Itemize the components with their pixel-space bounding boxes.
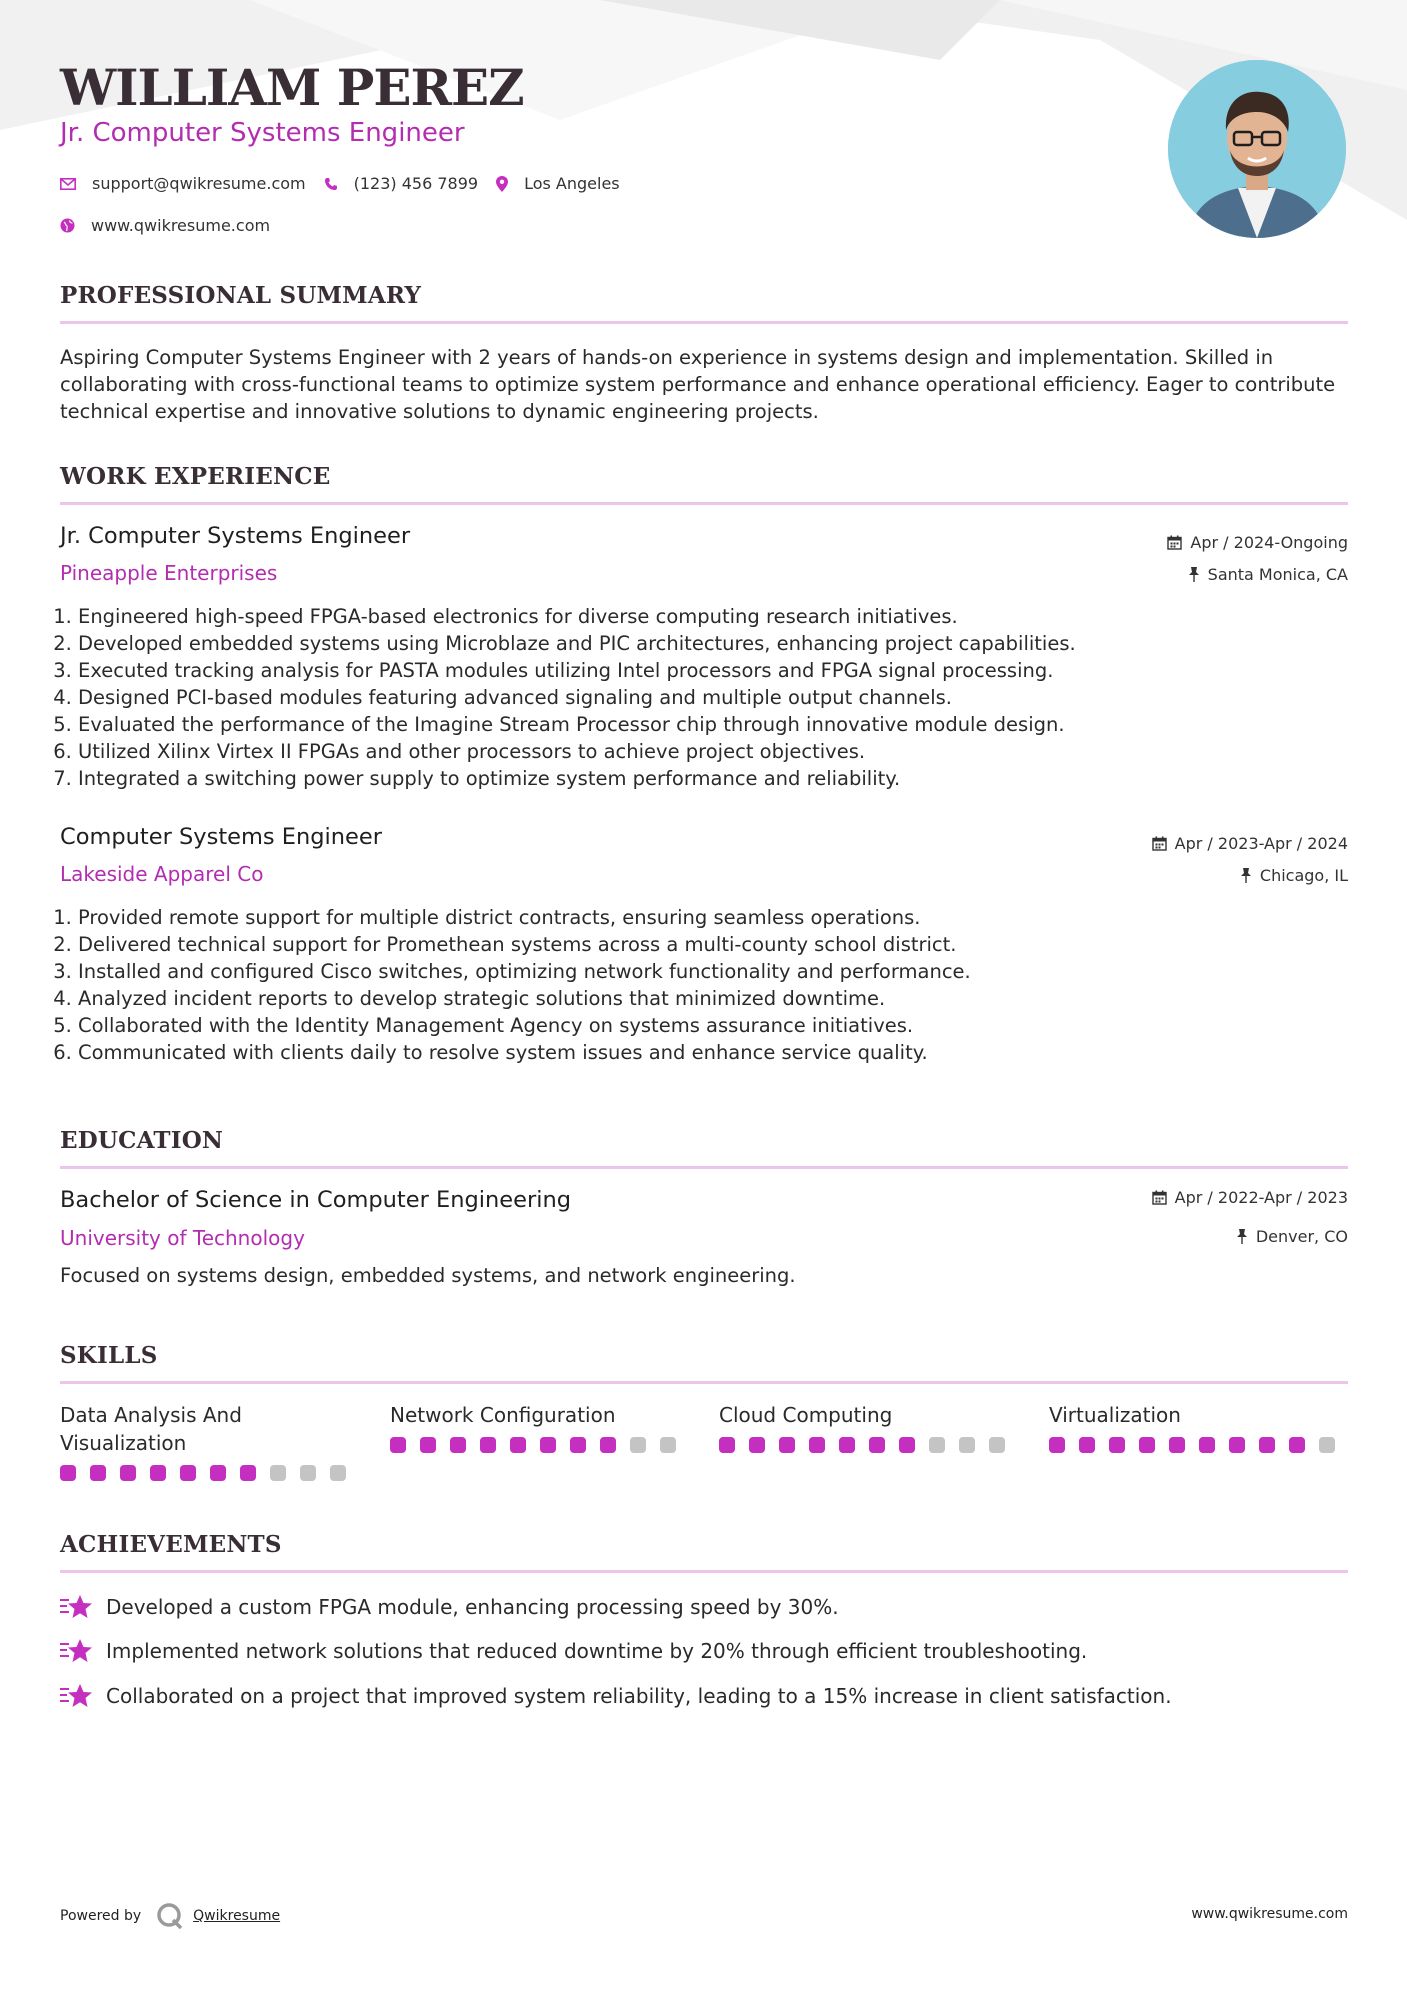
star-badge-icon [60, 1594, 92, 1620]
skill-dot-filled [1079, 1437, 1095, 1453]
job-role: Jr. Computer Systems Engineer [60, 523, 411, 549]
phone-icon [324, 177, 338, 191]
map-pin-icon [496, 176, 508, 192]
achievement-text: Implemented network solutions that reduced downtime by 20% through efficient troubleshooting. [106, 1639, 1088, 1663]
skill-dot-empty [989, 1437, 1005, 1453]
envelope-icon [60, 178, 76, 190]
education-dates [1152, 1188, 1348, 1207]
skill-dot-filled [210, 1465, 226, 1481]
location-item [496, 174, 620, 193]
achievement-item [60, 1638, 1087, 1664]
education-heading: EDUCATION [60, 1127, 224, 1154]
skill-rating [60, 1465, 360, 1481]
education-description: Focused on systems design, embedded systems, and network engineering. [60, 1264, 796, 1287]
list-item: 2. Delivered technical support for Promethean systems across a multi-county school district. [78, 931, 1348, 958]
calendar-icon [1152, 836, 1167, 851]
globe-icon [60, 218, 75, 233]
list-item: 7. Integrated a switching power supply to optimize system performance and reliability. [78, 765, 1348, 792]
education-location-text: Denver, CO [1255, 1227, 1348, 1246]
list-item: 3. Executed tracking analysis for PASTA modules utilizing Intel processors and FPGA signal processing. [78, 657, 1348, 684]
job-dates-text: Apr / 2024-Ongoing [1190, 533, 1348, 552]
list-item: 4. Analyzed incident reports to develop strategic solutions that minimized downtime. [78, 985, 1348, 1012]
skill-name: Virtualization [1049, 1403, 1181, 1427]
skill-dot-filled [390, 1437, 406, 1453]
skill-dot-filled [60, 1465, 76, 1481]
job-location-text: Santa Monica, CA [1207, 565, 1348, 584]
skill-dot-filled [749, 1437, 765, 1453]
calendar-icon [1152, 1190, 1167, 1205]
summary-divider [60, 321, 1348, 324]
skill-dot-empty [959, 1437, 975, 1453]
skill-item [1049, 1401, 1349, 1453]
skill-dot-filled [150, 1465, 166, 1481]
skill-rating [1049, 1437, 1349, 1453]
skill-dot-filled [570, 1437, 586, 1453]
skill-dot-filled [450, 1437, 466, 1453]
achievement-item [60, 1594, 839, 1620]
email-item[interactable] [60, 174, 306, 193]
education-location [1236, 1227, 1348, 1246]
qwikresume-logo-icon [155, 1901, 185, 1931]
skill-dot-filled [1229, 1437, 1245, 1453]
skill-dot-filled [240, 1465, 256, 1481]
phone-text: (123) 456 7899 [353, 174, 479, 193]
skill-name: Cloud Computing [719, 1403, 893, 1427]
skill-dot-filled [1109, 1437, 1125, 1453]
job-company: Pineapple Enterprises [60, 561, 278, 585]
skill-dot-filled [180, 1465, 196, 1481]
skill-rating [719, 1437, 1019, 1453]
list-item: 1. Engineered high-speed FPGA-based electronics for diverse computing research initiatives. [78, 603, 1348, 630]
list-item: 6. Utilized Xilinx Virtex II FPGAs and other processors to achieve project objectives. [78, 738, 1348, 765]
experience-heading: WORK EXPERIENCE [60, 463, 331, 490]
achievement-text: Developed a custom FPGA module, enhancing processing speed by 30%. [106, 1595, 839, 1619]
skill-dot-empty [660, 1437, 676, 1453]
skill-dot-filled [600, 1437, 616, 1453]
website-row [60, 216, 288, 235]
job-role: Computer Systems Engineer [60, 824, 382, 850]
candidate-name: WILLIAM PEREZ [60, 58, 524, 117]
skill-dot-filled [1169, 1437, 1185, 1453]
skill-dot-empty [300, 1465, 316, 1481]
list-item: 3. Installed and configured Cisco switches, optimizing network functionality and performance. [78, 958, 1348, 985]
website-item[interactable] [60, 216, 270, 235]
job-bullets [60, 603, 1348, 792]
pushpin-icon [1236, 1229, 1248, 1244]
job-location [1188, 565, 1348, 584]
pushpin-icon [1240, 868, 1252, 883]
skill-dot-filled [480, 1437, 496, 1453]
skill-dot-empty [1319, 1437, 1335, 1453]
location-text: Los Angeles [524, 174, 620, 193]
experience-divider [60, 502, 1348, 505]
skill-dot-empty [330, 1465, 346, 1481]
skill-dot-empty [270, 1465, 286, 1481]
profile-photo [1168, 60, 1346, 238]
skill-dot-filled [899, 1437, 915, 1453]
skill-dot-filled [120, 1465, 136, 1481]
skill-dot-filled [1259, 1437, 1275, 1453]
achievements-divider [60, 1570, 1348, 1573]
skill-dot-filled [1289, 1437, 1305, 1453]
skill-dot-filled [540, 1437, 556, 1453]
skill-dot-filled [510, 1437, 526, 1453]
star-badge-icon [60, 1683, 92, 1709]
job-location [1240, 866, 1348, 885]
calendar-icon [1167, 535, 1182, 550]
job-dates [1152, 834, 1348, 853]
job-location-text: Chicago, IL [1259, 866, 1348, 885]
footer-website[interactable]: www.qwikresume.com [1191, 1906, 1348, 1922]
job-bullets [60, 904, 1348, 1066]
skill-dot-filled [1139, 1437, 1155, 1453]
skill-dot-filled [420, 1437, 436, 1453]
achievement-text: Collaborated on a project that improved system reliability, leading to a 15% increase in client satisfaction. [106, 1684, 1172, 1708]
skill-dot-filled [90, 1465, 106, 1481]
list-item: 2. Developed embedded systems using Microblaze and PIC architectures, enhancing project capabilities. [78, 630, 1348, 657]
list-item: 5. Evaluated the performance of the Imagine Stream Processor chip through innovative module design. [78, 711, 1348, 738]
skill-rating [390, 1437, 690, 1453]
achievements-heading: ACHIEVEMENTS [60, 1531, 282, 1558]
education-school: University of Technology [60, 1226, 305, 1250]
skill-dot-filled [779, 1437, 795, 1453]
skill-item [719, 1401, 1019, 1453]
skill-item [390, 1401, 690, 1453]
skill-dot-filled [869, 1437, 885, 1453]
skill-dot-filled [809, 1437, 825, 1453]
list-item: 6. Communicated with clients daily to resolve system issues and enhance service quality. [78, 1039, 1348, 1066]
skill-name: Data Analysis And Visualization [60, 1403, 242, 1455]
summary-heading: PROFESSIONAL SUMMARY [60, 282, 422, 309]
education-degree: Bachelor of Science in Computer Engineering [60, 1187, 571, 1213]
list-item: 1. Provided remote support for multiple district contracts, ensuring seamless operations. [78, 904, 1348, 931]
job-dates [1167, 533, 1348, 552]
skill-dot-empty [630, 1437, 646, 1453]
powered-by-label: Powered by [60, 1908, 142, 1924]
job-dates-text: Apr / 2023-Apr / 2024 [1174, 834, 1348, 853]
summary-text: Aspiring Computer Systems Engineer with 2 years of hands-on experience in systems design and implementation. Skilled in collaborating with cross-functional teams to optimize system performance and enhance operational efficiency. Eager to contribute technical expertise and innovative solutions to dynamic engineering projects. [60, 346, 1336, 423]
job-company: Lakeside Apparel Co [60, 862, 264, 886]
list-item: 5. Collaborated with the Identity Management Agency on systems assurance initiatives. [78, 1012, 1348, 1039]
star-badge-icon [60, 1638, 92, 1664]
skills-heading: SKILLS [60, 1342, 158, 1369]
candidate-title: Jr. Computer Systems Engineer [60, 118, 465, 148]
website-text: www.qwikresume.com [91, 216, 271, 235]
contact-row [60, 174, 638, 193]
achievement-item [60, 1683, 1172, 1709]
footer-powered-by [60, 1901, 280, 1931]
pushpin-icon [1188, 567, 1200, 582]
skills-divider [60, 1381, 1348, 1384]
skill-dot-filled [1199, 1437, 1215, 1453]
skill-dot-filled [839, 1437, 855, 1453]
list-item: 4. Designed PCI-based modules featuring advanced signaling and multiple output channels. [78, 684, 1348, 711]
skill-name: Network Configuration [390, 1403, 616, 1427]
phone-item[interactable] [324, 174, 478, 193]
education-divider [60, 1166, 1348, 1169]
skill-item [60, 1401, 360, 1481]
email-text: support@qwikresume.com [92, 174, 306, 193]
skill-dot-filled [1049, 1437, 1065, 1453]
qwikresume-link[interactable]: Qwikresume [193, 1908, 281, 1924]
skill-dot-filled [719, 1437, 735, 1453]
education-dates-text: Apr / 2022-Apr / 2023 [1174, 1188, 1348, 1207]
skill-dot-empty [929, 1437, 945, 1453]
